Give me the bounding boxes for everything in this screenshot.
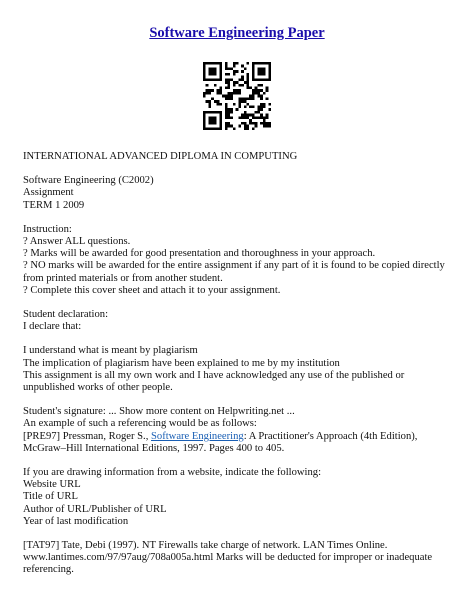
reference-suffix: : A Practitioner's Approach (4th Edition), McGraw–Hill International Editions, 1997. Pages 400 to 405. <box>23 430 418 454</box>
website-field: Year of last modification <box>23 515 129 527</box>
declaration-list <box>23 345 453 394</box>
declaration-item: I understand what is meant by plagiarism <box>23 345 198 357</box>
instruction-item: ? NO marks will be awarded for the entire assignment if any part of it is found to be copied directly from printed materials or from another student. <box>23 260 445 284</box>
qr-code-icon <box>203 62 271 130</box>
software-engineering-link[interactable]: Software Engineering <box>151 430 244 442</box>
website-field: Website URL <box>23 479 81 491</box>
program-line <box>23 151 453 163</box>
example-intro: An example of such a referencing would be as follows: <box>23 418 257 430</box>
reference-tate: [TAT97] Tate, Debi (1997). NT Firewalls take charge of network. LAN Times Online. www.lantimes.com/97/97aug/708a005a.html Marks will be deducted for improper or inadequate referencing. <box>23 540 433 576</box>
tate-reference-section <box>23 540 453 577</box>
instruction-item: ? Answer ALL questions. <box>23 236 131 248</box>
website-field: Author of URL/Publisher of URL <box>23 503 167 515</box>
instruction-heading: Instruction: <box>23 223 72 235</box>
reference-prefix: [PRE97] Pressman, Roger S., <box>23 430 152 442</box>
course-name: Software Engineering (C2002) <box>23 175 154 187</box>
website-field: Title of URL <box>23 491 78 503</box>
page-title[interactable]: Software Engineering Paper <box>149 25 325 41</box>
term: TERM 1 2009 <box>23 199 85 211</box>
declaration-item: The implication of plagiarism have been explained to me by my institution <box>23 357 340 369</box>
reference-pressman <box>23 431 453 455</box>
website-section <box>23 467 453 528</box>
signature-section <box>23 406 453 455</box>
assignment-type: Assignment <box>23 187 74 199</box>
course-info <box>23 175 453 212</box>
document-body <box>23 151 453 589</box>
declare-line: I declare that: <box>23 321 82 333</box>
declaration-item: This assignment is all my own work and I have acknowledged any use of the published or unpublished works of other people. <box>23 369 405 394</box>
program-name: INTERNATIONAL ADVANCED DIPLOMA IN COMPUTING <box>23 151 298 162</box>
website-intro: If you are drawing information from a website, indicate the following: <box>23 467 322 479</box>
signature-line: Student's signature: ... Show more content on Helpwriting.net ... <box>23 406 295 418</box>
declaration-heading: Student declaration: <box>23 309 109 321</box>
declaration-section <box>23 309 453 333</box>
instructions-section <box>23 224 453 297</box>
instruction-item: ? Marks will be awarded for good presentation and thoroughness in your approach. <box>23 248 376 260</box>
instruction-item: ? Complete this cover sheet and attach it to your assignment. <box>23 284 281 296</box>
